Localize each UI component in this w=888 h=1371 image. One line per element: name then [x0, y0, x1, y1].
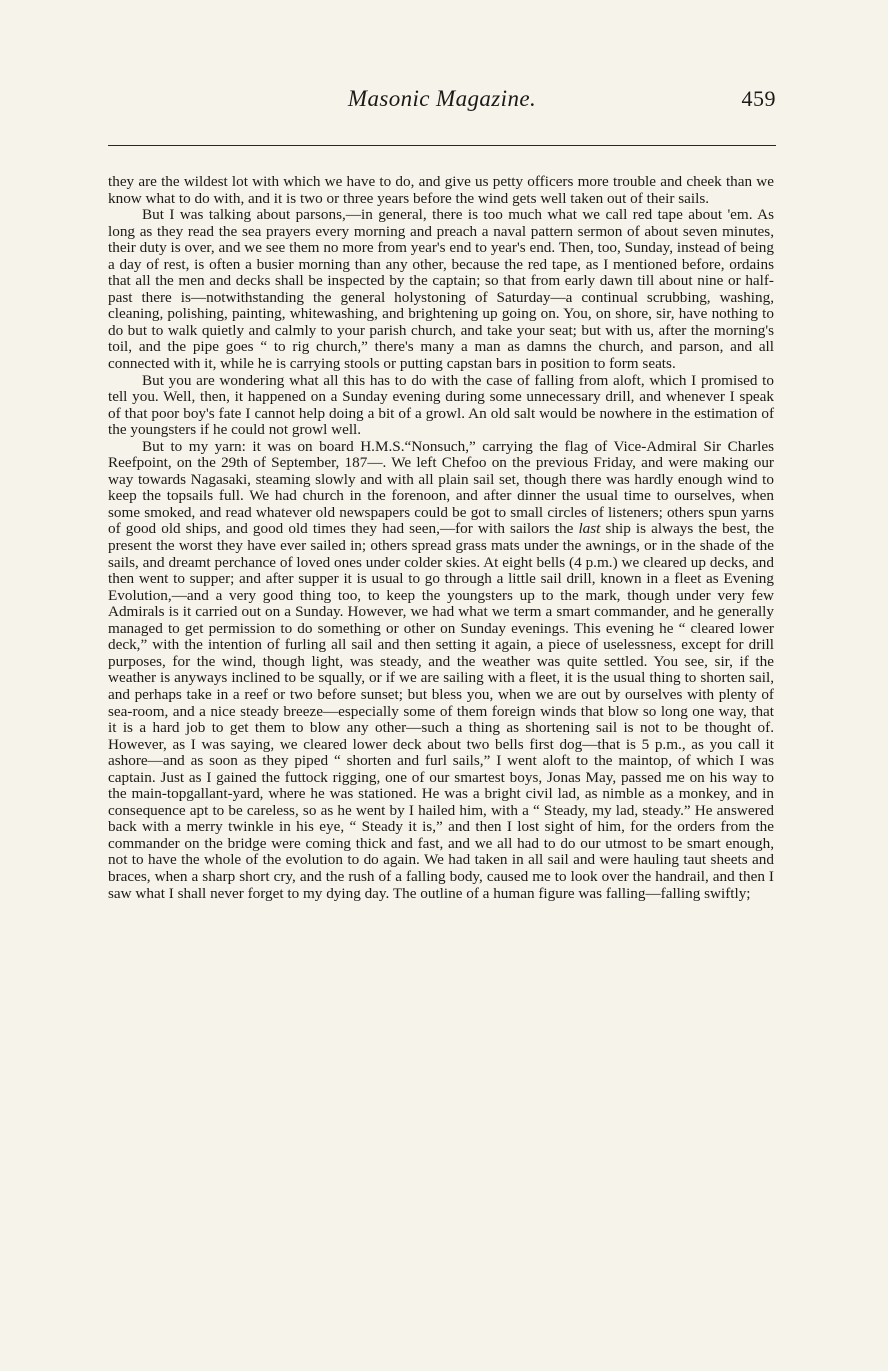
paragraph-4-after: ship is always the best, the present the worst they have ever sailed in; others spread grass mats under the awnings, or in the shade of the sails, and dreamt perchance of loved ones under colder skies. At eight bells (4 p.m.) we cleared up decks, and then went to supper; and after supper it is usual to go through a little sail drill, known in a fleet as Evening Evolution,—and a very good thing too, to keep the youngsters up to the mark, though under very few Admirals is it carried out on a Sunday. However, we had what we term a smart commander, and he generally managed to get permission to do something or other on Sunday evenings. This evening he “ cleared lower deck,” with the intention of furling all sail and then setting it again, a piece of uselessness, except for drill purposes, for the wind, though light, was steady, and the weather was quite settled. You see, sir, if the weather is anyways inclined to be squally, or if we are sailing with a fleet, it is the usual thing to shorten sail, and perhaps take in a reef or two before sunset; but bless you, when we are out by ourselves with plenty of sea-room, and a nice steady breeze—especially some of them foreign winds that blow so long one way, that it is a hard job to get them to blow any other—such a thing as shortening sail is not to be thought of. However, as I was saying, we cleared lower deck about two bells first dog—that is 5 p.m., as you call it ashore—and as soon as they piped “ shorten and furl sails,” I went aloft to the maintop, of which I was captain. Just as I gained the futtock rigging, one of our smartest boys, Jonas May, passed me on his way to the main-topgallant-yard, where he was stationed. He was a bright civil lad, as nimble as a monkey, and in consequence apt to be careless, so as he went by I hailed him, with a “ Steady, my lad, steady.” He answered back with a merry twinkle in his eye, “ Steady it is,” and then I lost sight of him, for the orders from the commander on the bridge were coming thick and fast, and we all had to do our utmost to be smart enough, not to have the whole of the evolution to do again. We had taken in all sail and were hauling taut sheets and braces, when a sharp short cry, and the rush of a falling body, caused me to look over the handrail, and then I saw what I shall never forget to my dying day. The outline of a human figure was falling—falling swiftly;: [108, 520, 774, 902]
paragraph-2: But I was talking about parsons,—in general, there is too much what we call red tape about 'em. As long as they read the sea prayers every morning and preach a naval pattern sermon of about seven minutes, their duty is over, and we see them no more from year's end to year's end. Then, too, Sunday, instead of being a day of rest, is often a busier morning than any other, because the red tape, as I mentioned before, ordains that all the men and decks shall be inspected by the captain; so that from early dawn till about nine or half-past there is—notwithstanding the general holystoning of Saturday—a continual scrubbing, washing, cleaning, polishing, painting, whitewashing, and brightening up going on. You, on shore, sir, have nothing to do but to walk quietly and calmly to your parish church, and take your seat; but with us, after the morning's toil, and the pipe goes “ to rig church,” there's many a man as damns the church, and parson, and all connected with it, while he is carrying stools or putting capstan bars in position to form seats.: [108, 206, 774, 373]
page-number: 459: [741, 86, 776, 111]
article-body: [108, 174, 774, 902]
paragraph-4-before: But to my yarn: it was on board H.M.S.“Nonsuch,” carrying the flag of Vice-Admiral Sir Charles Reefpoint, on the 29th of September, 187—. We left Chefoo on the previous Friday, and were making our way towards Nagasaki, steaming slowly and with all plain sail set, though there was hardly enough wind to keep the topsails full. We had church in the forenoon, and after dinner the usual time to ourselves, when some smoked, and read whatever old newspapers could be got to small circles of listeners; others spun yarns of good old ships, and good old times they had seen,—for with sailors the: [108, 437, 774, 538]
emphasis-last: last: [578, 520, 601, 538]
paragraph-3: But you are wondering what all this has to do with the case of falling from aloft, which I promised to tell you. Well, then, it happened on a Sunday evening during some unnecessary drill, and whenever I speak of that poor boy's fate I cannot help doing a bit of a growl. An old salt would be nowhere in the estimation of the youngsters if he could not growl well.: [108, 371, 774, 439]
paragraph-1: they are the wildest lot with which we have to do, and give us petty officers more trouble and cheek than we know what to do with, and it is two or three years before the wind gets well taken out of their sails.: [108, 173, 774, 207]
paragraph-4: [108, 439, 774, 902]
header-rule: [108, 145, 776, 146]
masthead-title: Masonic Magazine.: [347, 86, 537, 111]
running-head: [108, 86, 776, 126]
